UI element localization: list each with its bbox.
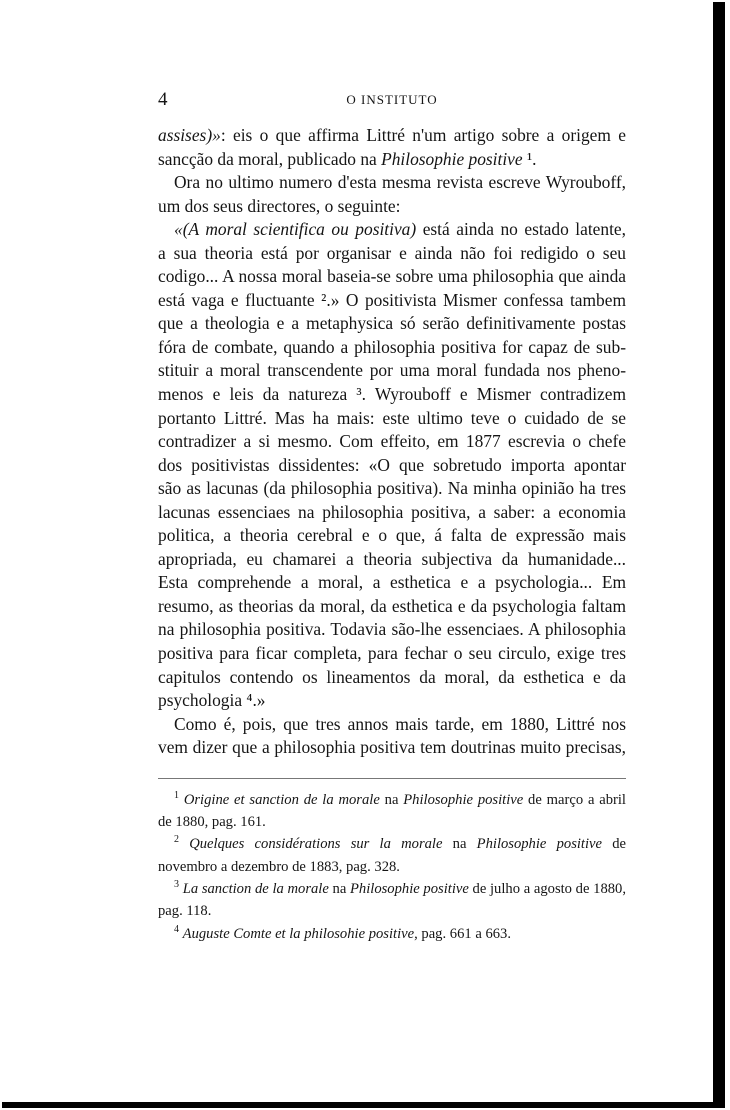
quote-fragment: assises)» bbox=[158, 125, 221, 145]
paragraph-2 bbox=[158, 171, 626, 218]
paragraph-3 bbox=[158, 218, 626, 712]
text-line: fóra de combate, quando a philosophia positiva for capaz de sub- bbox=[158, 336, 626, 357]
text-line: menos e leis da natureza ³. Wyrouboff e Mismer contradizem bbox=[158, 384, 626, 405]
footnote-title: Auguste Comte et la philosohie positive bbox=[182, 925, 415, 942]
paragraph-4 bbox=[158, 713, 626, 760]
footnote-text: de novembro a dezembro de 1883, pag. 328. bbox=[158, 836, 626, 875]
footnote-text: de março a abril de 1880, pag. 161. bbox=[158, 791, 626, 831]
text-line: stituir a moral transcendente por uma moral fundada nos pheno- bbox=[158, 360, 626, 381]
footnote-title: Origine et sanction de la morale bbox=[183, 791, 380, 808]
journal-title: Philosophie positive bbox=[381, 148, 523, 169]
paragraph-1 bbox=[158, 124, 626, 171]
footnote-journal: Philosophie positive bbox=[350, 880, 469, 897]
text-line: resumo, as theorias da moral, da esthetica e da psychologia faltam bbox=[158, 595, 626, 616]
footnote-4 bbox=[158, 923, 626, 945]
text-line: codigo... A nossa moral baseia-se sobre uma philosophia que ainda bbox=[158, 266, 626, 287]
footnotes bbox=[158, 789, 626, 945]
footnote-text: na bbox=[442, 836, 477, 853]
text-line: a sua theoria está por organisar e ainda não foi redigido o seu bbox=[158, 242, 626, 263]
text-line: vem dizer que a philosophia positiva tem doutrinas muito precisas, bbox=[158, 737, 626, 758]
text-fragment: : eis o que affirma Littré n'um artigo sobre a origem e bbox=[220, 125, 626, 145]
text-line: politica, a theoria cerebral e o que, á falta de expressão mais bbox=[158, 525, 626, 546]
text-line bbox=[158, 124, 626, 148]
text-line: Esta comprehende a moral, a esthetica e a psychologia... Em bbox=[158, 572, 626, 593]
text-line: está vaga e fluctuante ².» O positivista Mismer confessa tambem bbox=[158, 289, 626, 310]
text-line: dos positivistas dissidentes: «O que sobretudo importa apontar bbox=[158, 454, 626, 475]
running-title: O INSTITUTO bbox=[346, 92, 438, 107]
text-line bbox=[158, 218, 626, 242]
footnote-marker: 2 bbox=[174, 834, 179, 846]
footnote-journal: Philosophie positive bbox=[403, 791, 524, 808]
text-fragment: sancção da moral, publicado na bbox=[158, 148, 382, 169]
footnote-2 bbox=[158, 833, 626, 878]
text-line: capitulos contendo os lineamentos da moral, da esthetica e da bbox=[158, 666, 626, 687]
text-line: um dos seus directores, o seguinte: bbox=[158, 195, 401, 216]
text-fragment: está ainda no estado latente, bbox=[416, 219, 626, 240]
text-line: contradizer a si mesmo. Com effeito, em 1877 escrevia o chefe bbox=[158, 431, 626, 452]
body-text bbox=[158, 124, 626, 760]
text-line: Como é, pois, que tres annos mais tarde, em 1880, Littré nos bbox=[174, 713, 626, 734]
text-line: são as lacunas (da philosophia positiva). Na minha opinião ha tres bbox=[158, 478, 626, 499]
text-line: que a theologia e a metaphysica só serão definitivamente postas bbox=[158, 313, 626, 334]
footnote-title: La sanction de la morale bbox=[182, 880, 329, 897]
text-line: positiva para ficar completa, para fechar o seu circulo, exige tres bbox=[158, 643, 626, 664]
page-header bbox=[158, 88, 626, 116]
footnote-1 bbox=[158, 789, 626, 834]
footnote-text: na bbox=[328, 880, 351, 897]
text-line bbox=[158, 148, 626, 172]
text-line: portanto Littré. Mas ha mais: este ultimo teve o cuidado de se bbox=[158, 407, 626, 428]
footnote-title: Quelques considérations sur la morale bbox=[189, 836, 443, 853]
footnote-divider bbox=[158, 778, 626, 779]
footnote-journal: Philosophie positive bbox=[476, 836, 602, 853]
footnote-text: de julho a agosto de 1880, pag. 118. bbox=[158, 880, 626, 920]
text-line: psychologia ⁴.» bbox=[158, 690, 266, 711]
footnote-ref: ¹. bbox=[522, 148, 537, 169]
book-page bbox=[158, 88, 626, 945]
footnote-marker: 3 bbox=[174, 879, 179, 891]
footnote-text: na bbox=[379, 791, 404, 808]
text-line: apropriada, eu chamarei a theoria subjectiva da humanidade... bbox=[158, 548, 626, 569]
text-line: Ora no ultimo numero d'esta mesma revista escreve Wyrouboff, bbox=[174, 172, 626, 193]
footnote-marker: 4 bbox=[174, 923, 179, 935]
text-line: lacunas essenciaes na philosophia positiva, a saber: a economia bbox=[158, 501, 626, 522]
quote-fragment: «(A moral scientifica ou positiva) bbox=[174, 219, 417, 240]
text-line: na philosophia positiva. Todavia são-lhe essenciaes. A philosophia bbox=[158, 619, 626, 640]
footnote-3 bbox=[158, 878, 626, 923]
footnote-text: , pag. 661 a 663. bbox=[414, 925, 511, 942]
footnote-marker: 1 bbox=[174, 789, 179, 801]
page-number: 4 bbox=[158, 89, 168, 110]
